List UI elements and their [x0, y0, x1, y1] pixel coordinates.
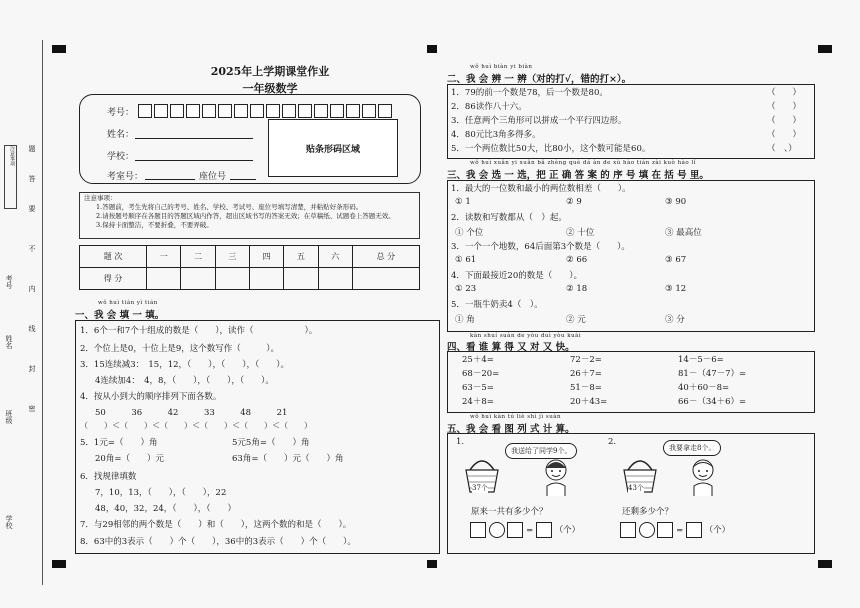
answer-box[interactable]: [686, 522, 702, 538]
sec3-option[interactable]: ① 1: [455, 197, 471, 207]
score-header-cell: 一: [147, 246, 181, 268]
barcode-area: 贴条形码区域: [268, 119, 398, 177]
unit-label: （个）: [704, 525, 731, 536]
child-illustration: [688, 458, 718, 498]
binding-label-name: 姓名: [5, 335, 13, 349]
sec2-item: 2．86读作八十六。: [451, 102, 527, 112]
seal-char: 密: [28, 405, 36, 412]
binding-strip: [2, 45, 38, 585]
sec1-line: 20角=（ ）元: [95, 454, 164, 464]
sec1-order-blanks: （ ）＜（ ）＜（ ）＜（ ）＜（ ）＜（ ）: [80, 421, 312, 430]
digit-box[interactable]: [282, 104, 296, 118]
registration-mark: [818, 45, 832, 53]
speech-bubble: 我要拿走8个。: [663, 440, 721, 456]
calc-item[interactable]: 66－（34＋6）=: [678, 397, 747, 407]
sec3-option[interactable]: ① 角: [455, 315, 475, 325]
exam-subject: 一年级数学: [242, 82, 298, 95]
sec3-option[interactable]: ③ 90: [665, 197, 687, 207]
answer-paren[interactable]: （ ）: [767, 116, 802, 126]
answer-box[interactable]: [620, 522, 636, 538]
digit-box[interactable]: [170, 104, 184, 118]
score-cell[interactable]: [249, 268, 283, 290]
sec2-pinyin: wǒ huì biàn yi biàn: [470, 64, 533, 70]
answer-box[interactable]: [536, 522, 552, 538]
calc-item[interactable]: 81－（47－7）=: [678, 369, 747, 379]
sec3-option[interactable]: ③ 12: [665, 284, 687, 294]
digit-box[interactable]: [234, 104, 248, 118]
sec2-title: 二、我 会 辨 一 辨（对的打√，错的打×）。: [447, 74, 632, 85]
school-field[interactable]: [135, 159, 253, 161]
sec3-option[interactable]: ① 个位: [455, 228, 484, 238]
answer-paren[interactable]: （ ）: [767, 130, 802, 140]
sec1-line: 3．15连续减3： 15，12，（ ），（ ），（ ）。: [80, 360, 290, 370]
seat-field[interactable]: [230, 178, 256, 180]
sec4-title: 四、看 谁 算 得 又 对 又 快。: [447, 342, 575, 353]
registration-mark: [52, 45, 66, 53]
sec1-numbers: 50 36 42 33 48 21: [95, 408, 288, 418]
calc-item[interactable]: 25＋4=: [462, 355, 494, 365]
score-header-cell: 五: [284, 246, 318, 268]
sec2-item: 4．80元比3角多得多。: [451, 130, 541, 140]
child-illustration: [541, 458, 571, 498]
score-cell[interactable]: [147, 268, 181, 290]
digit-box[interactable]: [330, 104, 344, 118]
sec1-title: 一、我 会 填 一 填。: [75, 310, 165, 321]
problem-number: 2.: [608, 437, 617, 447]
sec1-line: 63角=（ ）元（ ）角: [232, 454, 344, 464]
registration-mark: [427, 560, 437, 568]
score-header-cell: 二: [181, 246, 215, 268]
basket-count: 37个: [472, 484, 488, 492]
score-cell[interactable]: [318, 268, 352, 290]
sec1-line: 4连续加4： 4，8，（ ），（ ），（ ）。: [95, 376, 274, 386]
answer-box[interactable]: [470, 522, 486, 538]
calc-item[interactable]: 72－2=: [570, 355, 602, 365]
score-cell[interactable]: [215, 268, 249, 290]
equation-row: [620, 522, 730, 538]
sec1-line: 8．63中的3表示（ ）个（ ），36中的3表示（ ）个（ ）。: [80, 537, 356, 547]
sec3-option[interactable]: ③ 67: [665, 255, 687, 265]
sec2-item: 5．一个两位数比50大，比80小，这个数可能是60。: [451, 144, 651, 154]
equation-row: [470, 522, 580, 538]
answer-paren[interactable]: （ ）: [767, 88, 802, 98]
sec3-option[interactable]: ② 18: [566, 284, 588, 294]
digit-box[interactable]: [266, 104, 280, 118]
notice-item: 2.请按题号顺序在各题目的答题区域内作答，超出区域书写的答案无效；在草稿纸、试题卷上答题无效。: [96, 212, 395, 220]
answer-box[interactable]: [657, 522, 673, 538]
sec3-option[interactable]: ③ 分: [665, 315, 685, 325]
problem-question: 还剩多少个？: [622, 507, 674, 517]
binding-label-school: 学校: [5, 515, 13, 529]
equals-sign: =: [526, 525, 534, 536]
calc-item[interactable]: 20＋43=: [570, 397, 608, 407]
digit-box[interactable]: [378, 104, 392, 118]
sec3-question: 5．一瓶牛奶卖4（ ）。: [451, 300, 543, 310]
sec5-pinyin: wǒ huì kàn tú liè shì jì suàn: [470, 414, 562, 420]
sec1-line: 4．按从小到大的顺序排列下面各数。: [80, 392, 222, 402]
exam-title: 2025年上学期课堂作业: [210, 65, 330, 78]
sec3-question: 1．最大的一位数和最小的两位数相差（ ）。: [451, 184, 631, 194]
binding-note: 注意事项: [4, 145, 17, 209]
calc-item[interactable]: 40＋60－8=: [678, 383, 730, 393]
sec3-option[interactable]: ② 66: [566, 255, 588, 265]
score-table: [79, 245, 420, 290]
digit-box[interactable]: [186, 104, 200, 118]
sec3-question: 4．下面最接近20的数是（ ）。: [451, 271, 582, 281]
digit-box[interactable]: [362, 104, 376, 118]
sec4-box: [447, 351, 815, 413]
name-field[interactable]: [135, 137, 253, 139]
answer-paren[interactable]: （ ）: [767, 102, 802, 112]
school-label: 学校：: [107, 152, 135, 162]
name-label: 姓名：: [107, 130, 135, 140]
binding-line: [42, 40, 43, 585]
notice-item: 1.答题前，考生先将自己的考号、姓名、学校、考试号、座位号填写清楚，并粘贴好条形码。: [96, 203, 363, 211]
speech-bubble: 我送给了同学9个。: [505, 443, 577, 459]
sec3-option[interactable]: ② 十位: [566, 228, 595, 238]
binding-label-class: 班级: [5, 410, 13, 424]
sec1-pinyin: wǒ huì tián yì tián: [98, 300, 158, 306]
seal-char: 内: [28, 285, 36, 292]
notice-title: 注意事项：: [84, 194, 117, 202]
sec1-line: 7．与29相邻的两个数是（ ）和（ ），这两个数的和是（ ）。: [80, 520, 352, 530]
score-header-cell: 题 次: [80, 246, 147, 268]
score-header-cell: 总 分: [352, 246, 419, 268]
answer-box[interactable]: [507, 522, 523, 538]
sec1-line: 5．1元=（ ）角: [80, 438, 158, 448]
digit-box[interactable]: [218, 104, 232, 118]
score-header-cell: 三: [215, 246, 249, 268]
seal-char: 答: [28, 175, 36, 182]
calc-item[interactable]: 68－20=: [462, 369, 500, 379]
registration-mark: [52, 560, 66, 568]
score-header-cell: 四: [249, 246, 283, 268]
seal-char: 要: [28, 205, 36, 212]
sec3-option[interactable]: ② 元: [566, 315, 586, 325]
seal-char: 不: [28, 245, 36, 252]
calc-item[interactable]: 24＋8=: [462, 397, 494, 407]
score-row-label: 得 分: [80, 268, 147, 290]
problem-question: 原来一共有多少个？: [471, 507, 548, 517]
digit-box[interactable]: [154, 104, 168, 118]
operator-circle[interactable]: [639, 522, 655, 538]
room-field[interactable]: [145, 178, 195, 180]
seat-label: 座位号: [199, 172, 227, 182]
sec2-item: 3．任意两个三角形可以拼成一个平行四边形。: [451, 116, 627, 126]
sec1-line: 1．6个一和7个十组成的数是（ ），读作（ ）。: [80, 326, 318, 336]
equals-sign: =: [676, 525, 684, 536]
digit-box[interactable]: [138, 104, 152, 118]
sec1-line: 5元5角=（ ）角: [232, 438, 310, 448]
calc-item[interactable]: 51－8=: [570, 383, 602, 393]
problem-number: 1.: [456, 437, 465, 447]
basket-count: 43个: [628, 484, 644, 492]
registration-mark: [818, 560, 832, 568]
sec3-option[interactable]: ① 23: [455, 284, 477, 294]
sec3-option[interactable]: ① 61: [455, 255, 477, 265]
digit-box[interactable]: [346, 104, 360, 118]
operator-circle[interactable]: [489, 522, 505, 538]
sec3-question: 2．读数和写数都从（ ）起。: [451, 213, 567, 223]
exam-no-boxes[interactable]: [138, 104, 392, 118]
notice-box: [79, 192, 420, 239]
calc-item[interactable]: 63－5=: [462, 383, 494, 393]
sec4-pinyin: kàn shuí suàn de yòu duì yòu kuài: [470, 333, 582, 339]
room-label: 考室号：: [107, 172, 144, 182]
binding-label-examno: 考号: [5, 275, 13, 289]
score-header-cell: 六: [318, 246, 352, 268]
score-cell[interactable]: [352, 268, 419, 290]
sec1-line: 2．个位上是0，十位上是9，这个数写作（ ）。: [80, 344, 279, 354]
sec3-option[interactable]: ③ 最高位: [665, 228, 702, 238]
sec3-pinyin: wǒ huì xuǎn yi xuǎn bǎ zhèng què dá àn de xù hào tián zài kuò hào lǐ: [470, 160, 696, 166]
digit-box[interactable]: [250, 104, 264, 118]
answer-paren[interactable]: （ 、）: [767, 144, 797, 154]
score-cell[interactable]: [181, 268, 215, 290]
calc-item[interactable]: 26＋7=: [570, 369, 602, 379]
digit-box[interactable]: [298, 104, 312, 118]
seal-char: 线: [28, 325, 36, 332]
unit-label: （个）: [554, 525, 581, 536]
exam-no-label: 考号：: [107, 108, 135, 118]
notice-item: 3.保持卡面整洁，不要折叠，不要弄破。: [96, 221, 213, 229]
digit-box[interactable]: [314, 104, 328, 118]
seal-char: 封: [28, 365, 36, 372]
sec1-line: 48，40，32，24，（ ），（ ）: [95, 504, 237, 514]
sec2-item: 1．79的前一个数是78，后一个数是80。: [451, 88, 608, 98]
calc-item[interactable]: 14－5－6=: [678, 355, 724, 365]
digit-box[interactable]: [202, 104, 216, 118]
sec3-title: 三、我 会 选 一 选，把 正 确 答 案 的 序 号 填 在 括 号 里。: [447, 170, 709, 181]
score-header-row: [80, 246, 420, 268]
sec3-question: 3．一个一个地数，64后面第3个数是（ ）。: [451, 242, 630, 252]
seal-char: 题: [28, 145, 36, 152]
sec3-option[interactable]: ② 9: [566, 197, 582, 207]
score-cell[interactable]: [284, 268, 318, 290]
sec1-line: 6．找规律填数: [80, 472, 137, 482]
score-value-row: [80, 268, 420, 290]
sec5-title: 五、我 会 看 图 列 式 计 算。: [447, 424, 575, 435]
registration-mark: [427, 45, 437, 53]
sec1-line: 7，10，13，（ ），（ ），22: [95, 488, 227, 498]
